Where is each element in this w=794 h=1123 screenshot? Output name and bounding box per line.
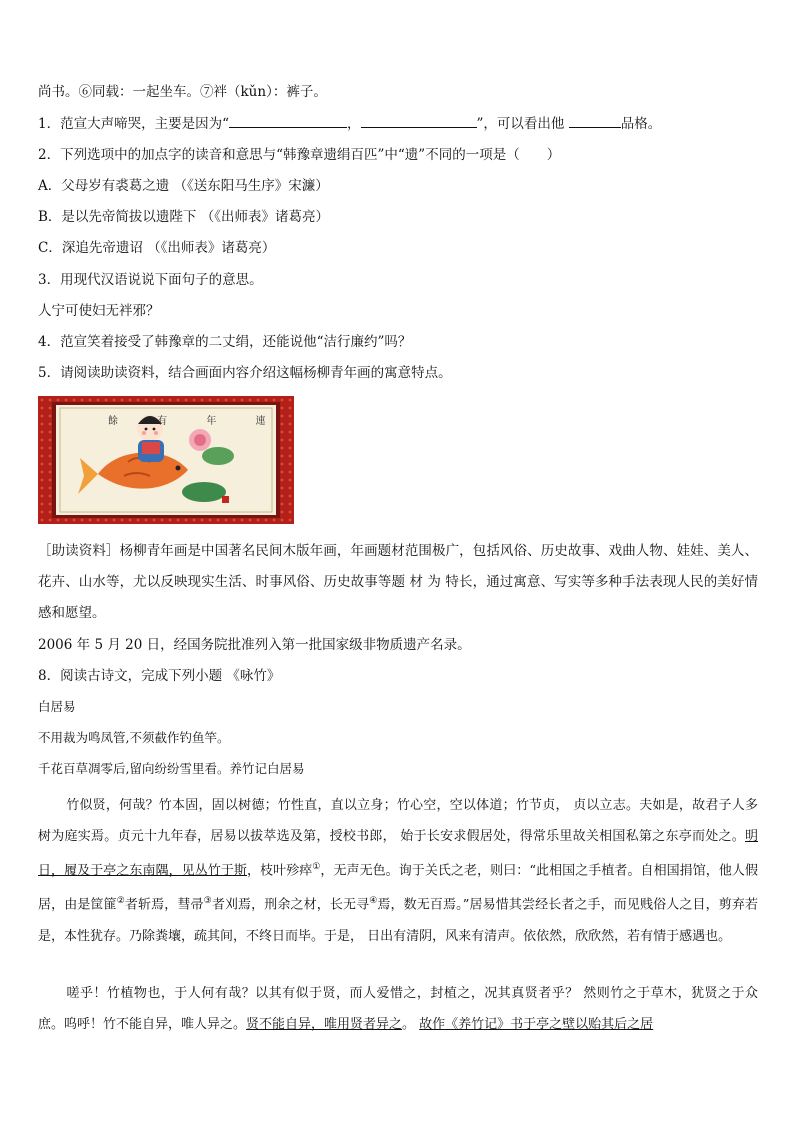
question-1 [38, 114, 758, 134]
footnote-line: 尚书。⑥同载：一起坐车。⑦袢（kǔn）：裤子。 [38, 84, 327, 100]
date-line: 2006 年 5 月 20 日，经国务院批准列入第一批国家级非物质遗产名录。 [38, 637, 471, 653]
poem-line-2: 千花百草凋零后,留向纷纷雪里看。养竹记白居易 [38, 761, 305, 776]
footnote-mark-3: ③ [203, 896, 212, 907]
p1-text-2: ，枝叶殄瘁 [246, 863, 313, 879]
question-5: 5．请阅读助读资料，结合画面内容介绍这幅杨柳青年画的寓意特点。 [38, 365, 452, 381]
p1-text-4: 者斩焉，彗帚 [124, 897, 204, 913]
p1-text-1: 竹似贤，何哉？竹本固，固以树德；竹性直，直以立身；竹心空，空以体道；竹节贞， 贞以立志。夫如是，故君子人多树为庭实焉。贞元十九年春，居易以拔萃选及第，授校书郎， 始于长安求假居处，得常乐里故关相国私第之东亭而处之。 [38, 798, 758, 844]
answer-blank-2[interactable] [361, 115, 477, 128]
p1-text-5: 者刈焉，刑余之材，长无寻 [211, 897, 370, 913]
question-1-text-d: 品格。 [620, 116, 662, 132]
question-4: 4．范宣笑着接受了韩豫章的二丈绢，还能说他“洁行廉约”吗？ [38, 334, 412, 350]
answer-blank-3[interactable] [569, 115, 621, 128]
p2-underlined-1: 贤不能自异，唯用贤者异之 [246, 1017, 403, 1032]
poem-author: 白居易 [38, 699, 76, 714]
question-1-text-b: ， [347, 116, 361, 132]
question-1-text-a: 1．范宣大声啼哭，主要是因为“ [38, 116, 229, 132]
painting-inscription: 餘 有 年 連 [108, 416, 284, 427]
p2-underlined-2: 故作《养竹记》书于亭之壁以贻其后之居 [419, 1017, 654, 1032]
assist-material: ［助读资料］杨柳青年画是中国著名民间木版年画，年画题材范围极广，包括风俗、历史故事、戏曲人物、娃娃、美人、花卉、山水等，尤以反映现实生活、时事风俗、历史故事等题 材 为 特长，通过寓意、写实等多种手法表现人民的美好情感和愿望。 [38, 543, 758, 621]
question-3-sentence: 人宁可使妇无袢邪？ [38, 303, 160, 319]
p1-text-3: ，无声无色。询于关氏之老，则曰：“此相国之手植者。自相国捐馆，他人假居，由是筐篚 [38, 863, 758, 913]
poem-line-1: 不用裁为鸣凤管,不须截作钓鱼竿。 [38, 730, 230, 745]
answer-blank-1[interactable] [229, 115, 347, 128]
footnote-mark-4: ④ [369, 896, 378, 907]
option-a: A．父母岁有裘葛之遗 （《送东阳马生序》宋濂） [38, 178, 329, 194]
question-2: 2．下列选项中的加点字的读音和意思与“韩豫章遗绢百匹”中“遗”不同的一项是（ ） [38, 147, 561, 163]
yangliuqing-painting [38, 396, 294, 524]
question-3: 3．用现代汉语说说下面句子的意思。 [38, 272, 263, 288]
footnote-mark-2: ② [116, 896, 125, 907]
passage-paragraph-2 [38, 978, 758, 1040]
p2-text-2: 。 [402, 1017, 420, 1032]
passage-paragraph-1 [38, 790, 758, 952]
question-1-text-c: ”，可以看出他 [476, 116, 565, 132]
p2-text-1: 嗟乎！竹植物也，于人何有哉？以其有似于贤，而人爱惜之，封植之，况其真贤者乎？ 然则竹之于草木，犹贤之于众庶。呜呼！竹不能自异，唯人异之。 [38, 986, 758, 1032]
p1-text-6: 焉，数无百焉。”居易惜其尝经长者之手，而见贱俗人之目，剪弃若是，本性犹存。乃除粪壤，疏其间，不终日而毕。于是， 日出有清阴，风来有清声。依依然，欣欣然，若有情于感遇也。 [38, 897, 758, 944]
option-b: B．是以先帝简拔以遗陛下 （《出师表》诸葛亮） [38, 209, 329, 225]
footnote-mark-1: ① [312, 862, 321, 872]
question-8: 8．阅读古诗文，完成下列小题 《咏竹》 [38, 668, 281, 684]
option-c: C．深追先帝遗诏 （《出师表》诸葛亮） [38, 240, 276, 256]
p1-underlined: 明日，履及于亭之东南隅，见丛竹于斯 [38, 829, 758, 879]
